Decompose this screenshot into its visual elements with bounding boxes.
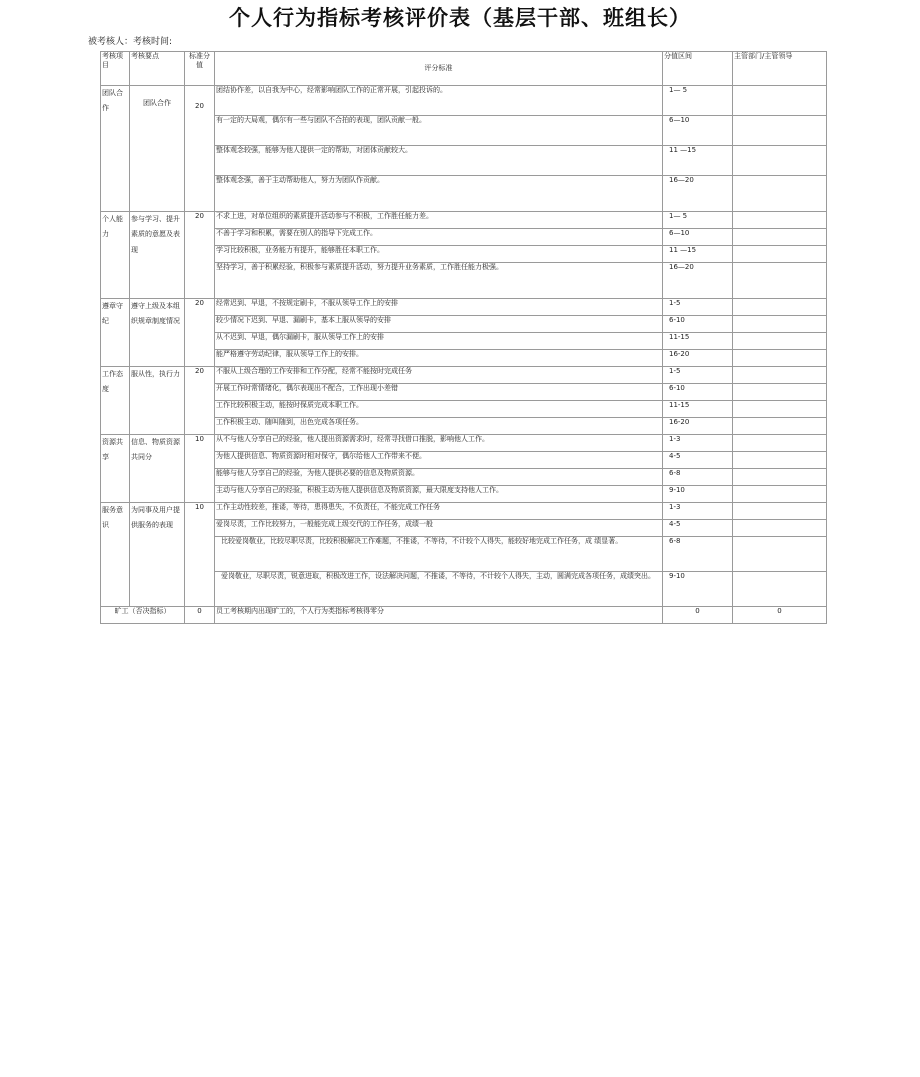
leader-score-cell[interactable] [733, 333, 827, 350]
section-point: 团队合作 [130, 86, 185, 212]
criteria-cell: 爱岗尽责，工作比较努力，一般能完成上级交代的工作任务，成绩一般 [215, 520, 663, 537]
table-row [101, 367, 827, 384]
leader-score-cell[interactable] [733, 146, 827, 176]
score-range-cell: 6—10 [663, 229, 733, 246]
score-range-cell: 6—10 [663, 116, 733, 146]
footer-leader: 0 [733, 607, 827, 624]
score-range-cell: 1-5 [663, 299, 733, 316]
criteria-cell: 工作积极主动、随叫随到，出色完成各项任务。 [215, 418, 663, 435]
leader-score-cell[interactable] [733, 520, 827, 537]
score-range-cell: 9-10 [663, 572, 733, 607]
evaluation-table [100, 51, 827, 624]
footer-item: 旷工（否决指标） [101, 607, 185, 624]
section-item: 工作态度 [101, 367, 130, 435]
score-range-cell: 4-5 [663, 452, 733, 469]
header-leader: 主管部门/主管领导 [733, 52, 827, 86]
score-range-cell: 16-20 [663, 350, 733, 367]
leader-score-cell[interactable] [733, 486, 827, 503]
score-range-cell: 1-3 [663, 503, 733, 520]
header-criteria: 评分标准 [215, 52, 663, 86]
criteria-cell: 能严格遵守劳动纪律，服从领导工作上的安排。 [215, 350, 663, 367]
score-range-cell: 11-15 [663, 333, 733, 350]
leader-score-cell[interactable] [733, 537, 827, 572]
score-range-cell: 9-10 [663, 486, 733, 503]
table-row [101, 212, 827, 229]
footer-criteria: 员工考核期内出现旷工的，个人行为类指标考核得零分 [215, 607, 663, 624]
section-point: 为同事及用户提供服务的表现 [130, 503, 185, 607]
score-range-cell: 1-3 [663, 435, 733, 452]
section-item: 团队合作 [101, 86, 130, 212]
section-standard-score: 10 [185, 503, 215, 607]
score-range-cell: 4-5 [663, 520, 733, 537]
leader-score-cell[interactable] [733, 384, 827, 401]
leader-score-cell[interactable] [733, 367, 827, 384]
score-range-cell: 16—20 [663, 263, 733, 299]
footer-row [101, 607, 827, 624]
leader-score-cell[interactable] [733, 572, 827, 607]
leader-score-cell[interactable] [733, 212, 827, 229]
score-range-cell: 16-20 [663, 418, 733, 435]
criteria-cell: 不善于学习和积累，需要在别人的指导下完成工作。 [215, 229, 663, 246]
score-range-cell: 1— 5 [663, 86, 733, 116]
leader-score-cell[interactable] [733, 401, 827, 418]
leader-score-cell[interactable] [733, 316, 827, 333]
criteria-cell: 从不迟到、早退，偶尔漏刷卡，服从领导工作上的安排 [215, 333, 663, 350]
section-standard-score: 20 [185, 367, 215, 435]
criteria-cell: 能够与他人分享自己的经验，为他人提供必要的信息及物质资源。 [215, 469, 663, 486]
score-range-cell: 6-8 [663, 537, 733, 572]
header-score-range: 分值区间 [663, 52, 733, 86]
section-standard-score: 20 [185, 86, 215, 212]
leader-score-cell[interactable] [733, 418, 827, 435]
criteria-cell: 开展工作时常情绪化，偶尔表现出不配合，工作出现小差错 [215, 384, 663, 401]
criteria-cell: 坚持学习，善于积累经验，积极参与素质提升活动，努力提升业务素质，工作胜任能力极强。 [215, 263, 663, 299]
section-standard-score: 10 [185, 435, 215, 503]
leader-score-cell[interactable] [733, 263, 827, 299]
score-range-cell: 16—20 [663, 176, 733, 212]
section-item: 服务意识 [101, 503, 130, 607]
score-range-cell: 1— 5 [663, 212, 733, 229]
leader-score-cell[interactable] [733, 435, 827, 452]
criteria-cell: 工作主动性较差，推诿，等待，患得患失，不负责任，不能完成工作任务 [215, 503, 663, 520]
table-row [101, 435, 827, 452]
section-item: 个人能力 [101, 212, 130, 299]
leader-score-cell[interactable] [733, 469, 827, 486]
criteria-cell: 有一定的大局观，偶尔有一些与团队不合拍的表现，团队贡献一般。 [215, 116, 663, 146]
section-point: 信息、物质资源共同分 [130, 435, 185, 503]
header-item: 考核项目 [101, 52, 130, 86]
criteria-cell: 比较爱岗敬业，比较尽职尽责，比较积极解决工作难题，不推诿，不等待，不计较个人得失，能较好地完成工作任务，成 绩显著。 [215, 537, 663, 572]
table-row [101, 86, 827, 116]
criteria-cell: 学习比较积极，业务能力有提升，能够胜任本职工作。 [215, 246, 663, 263]
section-item: 资源共享 [101, 435, 130, 503]
criteria-cell: 为他人提供信息、物质资源时相对保守，偶尔给他人工作带来不便。 [215, 452, 663, 469]
leader-score-cell[interactable] [733, 299, 827, 316]
table-row [101, 299, 827, 316]
criteria-cell: 不求上进，对单位组织的素质提升活动参与不积极，工作胜任能力差。 [215, 212, 663, 229]
leader-score-cell[interactable] [733, 452, 827, 469]
leader-score-cell[interactable] [733, 116, 827, 146]
section-point: 遵守上级及本组织规章制度情况 [130, 299, 185, 367]
assessee-time-line: 被考核人：考核时间: [88, 37, 173, 47]
form-title: 个人行为指标考核评价表（基层干部、班组长） [229, 6, 691, 30]
criteria-cell: 较少情况下迟到、早退、漏刷卡，基本上服从领导的安排 [215, 316, 663, 333]
score-range-cell: 6-10 [663, 316, 733, 333]
section-point: 参与学习、提升素质的意愿及表现 [130, 212, 185, 299]
leader-score-cell[interactable] [733, 86, 827, 116]
criteria-cell: 工作比较积极主动，能按时保质完成本职工作。 [215, 401, 663, 418]
leader-score-cell[interactable] [733, 229, 827, 246]
criteria-cell: 团结协作差，以自我为中心，经常影响团队工作的正常开展，引起投诉的。 [215, 86, 663, 116]
footer-score: 0 [185, 607, 215, 624]
section-point: 服从性，执行力 [130, 367, 185, 435]
score-range-cell: 11 —15 [663, 146, 733, 176]
header-standard-score: 标准分值 [185, 52, 215, 86]
criteria-cell: 爱岗敬业，尽职尽责，锐意进取，积极改进工作，设法解决问题，不推诿，不等待，不计较个人得失，主动，圆满完成各项任务，成绩突出。 [215, 572, 663, 607]
criteria-cell: 主动与他人分享自己的经验，积极主动为他人提供信息及物质资源，最大限度支持他人工作。 [215, 486, 663, 503]
footer-range: 0 [663, 607, 733, 624]
section-standard-score: 20 [185, 299, 215, 367]
score-range-cell: 1-5 [663, 367, 733, 384]
score-range-cell: 11-15 [663, 401, 733, 418]
leader-score-cell[interactable] [733, 176, 827, 212]
section-standard-score: 20 [185, 212, 215, 299]
leader-score-cell[interactable] [733, 350, 827, 367]
criteria-cell: 整体观念强，善于主动帮助他人，努力为团队作贡献。 [215, 176, 663, 212]
score-range-cell: 11 —15 [663, 246, 733, 263]
criteria-cell: 整体观念较强，能够为他人提供一定的帮助，对团体贡献较大。 [215, 146, 663, 176]
section-item: 遵章守纪 [101, 299, 130, 367]
header-point: 考核要点 [130, 52, 185, 86]
score-range-cell: 6-8 [663, 469, 733, 486]
criteria-cell: 不服从上级合理的工作安排和工作分配，经常不能按时完成任务 [215, 367, 663, 384]
leader-score-cell[interactable] [733, 503, 827, 520]
criteria-cell: 经常迟到、早退，不按规定刷卡，不服从领导工作上的安排 [215, 299, 663, 316]
leader-score-cell[interactable] [733, 246, 827, 263]
table-row [101, 503, 827, 520]
header-row [101, 52, 827, 86]
criteria-cell: 从不与他人分享自己的经验，他人提出资源需求时，经常寻找借口推脱，影响他人工作。 [215, 435, 663, 452]
score-range-cell: 6-10 [663, 384, 733, 401]
